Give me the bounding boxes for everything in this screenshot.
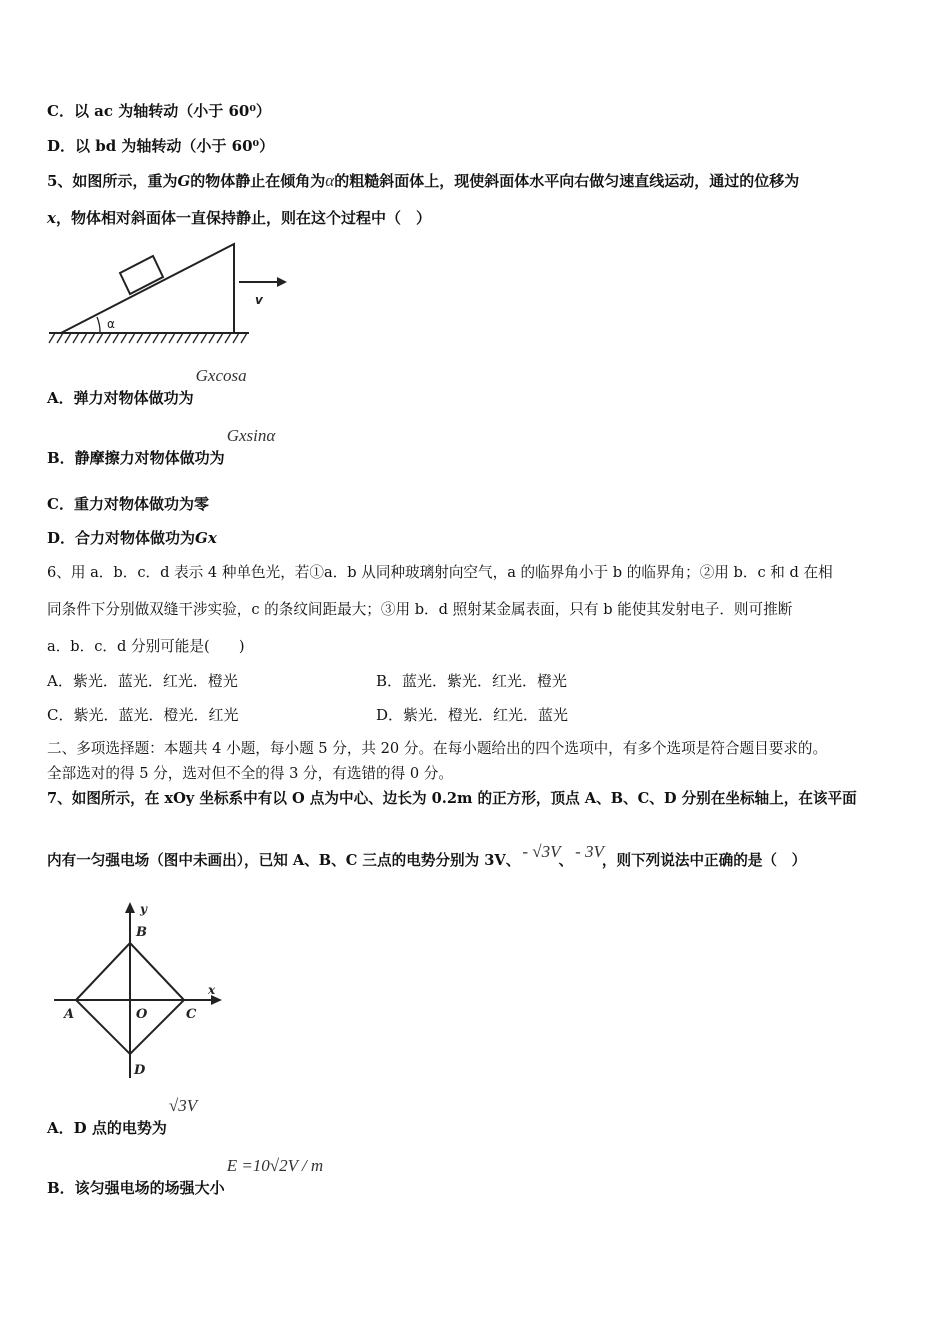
q6-stem-line1: 6、用 a．b．c．d 表示 4 种单色光，若①a．b 从同种玻璃射向空气，a 的临界角小于 b 的临界角；②用 b．c 和 d 在相 (47, 564, 833, 581)
point-d-label: D (134, 1063, 146, 1078)
q5-option-a: A．弹力对物体做功为Gxcosa (47, 366, 247, 407)
q4-option-c: C．以 ac 为轴转动（小于 60⁰） (47, 102, 271, 120)
square-coordinate-figure (52, 898, 227, 1083)
q6-option-c: C．紫光．蓝光．橙光．红光 (47, 706, 239, 724)
q7-stem-line1: 7、如图所示，在 xOy 坐标系中有以 O 点为中心、边长为 0.2m 的正方形，顶点 A、B、C、D 分别在坐标轴上，在该平面 (47, 790, 857, 807)
section2-instructions-line1: 二、多项选择题：本题共 4 小题，每小题 5 分，共 20 分。在每小题给出的四个选项中，有多个选项是符合题目要求的。 (47, 740, 828, 757)
x-axis-label: x (208, 983, 216, 997)
point-b-label: B (136, 925, 147, 940)
block (120, 256, 163, 294)
alpha-label: α (107, 317, 115, 331)
q6-stem-line3: a．b．c．d 分别可能是( ) (47, 638, 245, 655)
point-c-label: C (186, 1007, 197, 1022)
q5-option-d: D．合力对物体做功为Gx (47, 529, 217, 547)
q6-option-b: B．蓝光．紫光．红光．橙光 (376, 672, 568, 690)
q6-stem-line2: 同条件下分别做双缝干涉实验，c 的条纹间距最大；③用 b．d 照射某金属表面，只有 b 能使其发射电子．则可推断 (47, 601, 793, 618)
q5-option-b: B．静摩擦力对物体做功为Gxsinα (47, 426, 276, 467)
section2-instructions-line2: 全部选对的得 5 分，选对但不全的得 3 分，有选错的得 0 分。 (47, 765, 453, 782)
incline-figure (45, 240, 263, 355)
origin-label: O (136, 1007, 148, 1022)
y-axis-label: y (140, 902, 147, 916)
q7-stem-line2: 内有一匀强电场（图中未画出），已知 A、B、C 三点的电势分别为 3V、 - √3V、 - 3V，则下列说法中正确的是（ ） (47, 842, 807, 869)
q6-option-a: A．紫光．蓝光．红光．橙光 (47, 672, 238, 690)
q6-option-d: D．紫光．橙光．红光．蓝光 (376, 706, 569, 724)
velocity-arrow-head (277, 277, 287, 287)
q7-option-b: B．该匀强电场的场强大小E =10√2V / m (47, 1156, 324, 1197)
q5-option-c: C．重力对物体做功为零 (47, 495, 209, 513)
point-a-label: A (64, 1007, 75, 1022)
velocity-label: v (255, 293, 263, 307)
q4-option-d: D．以 bd 为轴转动（小于 60⁰） (47, 137, 275, 155)
incline-wedge (61, 244, 234, 333)
q5-stem-line2: x，物体相对斜面体一直保持静止，则在这个过程中（ ） (47, 209, 431, 227)
q7-option-a: A．D 点的电势为√3V (47, 1096, 198, 1137)
q5-stem-line1: 5、如图所示，重为G的物体静止在倾角为α的粗糙斜面体上，现使斜面体水平向右做匀速直线运动，通过的位移为 (47, 171, 800, 190)
